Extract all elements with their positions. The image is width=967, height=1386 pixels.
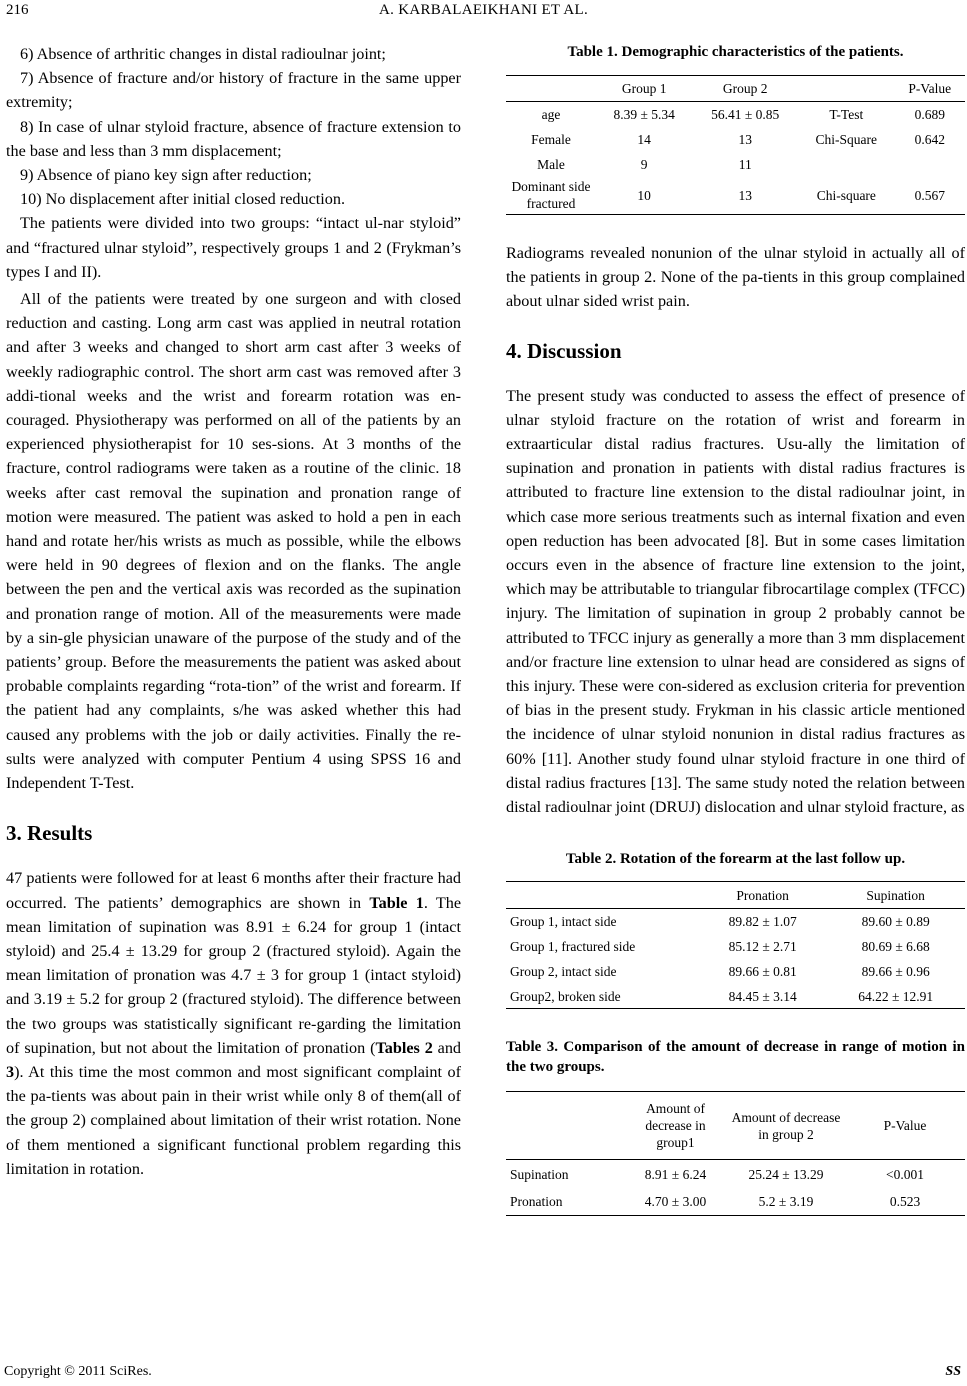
table1-demographics <box>506 75 965 215</box>
table2-cell: 80.69 ± 6.68 <box>861 938 930 954</box>
table1-cell: 0.567 <box>914 187 945 203</box>
table1-header-cell <box>798 76 894 102</box>
table-row <box>506 1188 965 1216</box>
table3-cell: 8.91 ± 6.24 <box>644 1166 707 1182</box>
table3-header-cell: P-Value <box>883 1118 927 1134</box>
table3-cell: Supination <box>510 1166 569 1182</box>
table2-cell: 64.22 ± 12.91 <box>858 988 934 1004</box>
table1-header-cell: Group 1 <box>621 81 667 96</box>
table2-cell: Group 1, intact side <box>510 914 617 930</box>
right-column <box>506 42 965 1216</box>
results-text-1: 47 patients were followed for at least 6 months after their fracture had occurred. The patients’ demographics are shown in <box>6 869 461 912</box>
table1-cell: Dominant side fractured <box>511 179 591 212</box>
table1-cell: age <box>541 106 561 122</box>
running-title: A. KARBALAEIKHANI ET AL. <box>379 2 588 18</box>
table1-cell: 10 <box>637 187 651 203</box>
paragraph-groups: The patients were divided into two groups: “intact ul-nar styloid” and “fractured ulnar styloid”, respectively groups 1 and 2 (Frykman’s types I and II). <box>6 214 461 281</box>
discussion-heading: 4. Discussion <box>506 338 622 363</box>
table-row <box>506 934 965 959</box>
table2-cell: 89.66 ± 0.81 <box>728 963 797 979</box>
table1-caption: Table 1. Demographic characteristics of the patients. <box>567 44 904 60</box>
table1-header-cell <box>506 76 596 102</box>
table3-header-cell <box>506 1092 624 1160</box>
table2-cell: 84.45 ± 3.14 <box>728 988 797 1004</box>
results-text-2: . The mean limitation of supination was 8.91 ± 6.24 for group 1 (intact styloid) and 25.4 ± 13.29 for group 2 (fractured styloid). Again the mean limitation of pronation was 4.7 ± 3 for group 1 (intact styloid) and 3.19 ± 5.2 for group 2 (fractured styloid). The difference between the two groups was statistically significant re-garding the limitation of supination, but not about the limitation of pronation ( <box>6 893 461 1057</box>
table2-caption: Table 2. Rotation of the forearm at the last follow up. <box>565 851 906 868</box>
table2-cell: Group 1, fractured side <box>510 938 636 954</box>
left-column <box>6 42 461 1181</box>
table2-cell: Group 2, intact side <box>510 963 617 979</box>
copyright-notice: Copyright © 2011 SciRes. <box>4 1364 152 1379</box>
table1-cell <box>798 152 894 177</box>
table-row <box>506 177 965 215</box>
table3-reference[interactable]: 3 <box>6 1062 15 1081</box>
table1-cell: 0.689 <box>914 106 945 122</box>
table1-cell: 13 <box>738 131 752 147</box>
table-row <box>506 1160 965 1188</box>
table2-header-cell: Supination <box>866 887 925 903</box>
table1-header-cell: Group 2 <box>722 81 768 96</box>
journal-abbreviation: SS <box>945 1364 961 1379</box>
table3-caption: Table 3. Comparison of the amount of decrease in range of motion in the two groups. <box>506 1039 965 1076</box>
criterion-7: 7) Absence of fracture and/or history of fracture in the same upper extremity; <box>6 69 461 112</box>
table2-rotation <box>506 881 965 1009</box>
table3-cell: <0.001 <box>886 1166 924 1182</box>
results-text-3: and <box>432 1038 462 1057</box>
table2-cell: 89.66 ± 0.96 <box>861 963 930 979</box>
table1-cell: 11 <box>738 156 752 172</box>
table1-cell: Chi-Square <box>815 131 878 147</box>
table3-header-cell: Amount of decrease in group1 <box>645 1101 706 1151</box>
table3-comparison <box>506 1091 965 1216</box>
table1-reference[interactable]: Table 1 <box>369 893 424 912</box>
results-text-4: ). At this time the most common and most significant complaint of the pa-tients was about pain in their wrist while only 8 of them(all of the group 2) complained about limitation of their wrist rotation. None of them mentioned a significant functional problem regarding this limitation in rotation. <box>6 1062 461 1178</box>
table1-cell: 9 <box>640 156 648 172</box>
table1-cell: 13 <box>738 187 752 203</box>
table3-cell: 0.523 <box>889 1194 921 1210</box>
table3-header-cell: Amount of decrease in group 2 <box>731 1109 841 1142</box>
table1-header-cell: P-Value <box>908 81 952 96</box>
table1-cell: Male <box>537 156 565 172</box>
table2-cell: 89.82 ± 1.07 <box>728 914 797 930</box>
results-heading: 3. Results <box>6 821 93 846</box>
radiograms-paragraph: Radiograms revealed nonunion of the ulnar styloid in actually all of the patients in group 2. None of the pa-tients in this group complained about ulnar sided wrist pain. <box>506 244 965 311</box>
table2-reference[interactable]: Tables 2 <box>375 1038 433 1057</box>
table2-header-cell: Pronation <box>736 887 789 903</box>
table2-cell: Group2, broken side <box>510 988 621 1004</box>
table1-cell <box>895 152 965 177</box>
table-row <box>506 152 965 177</box>
table-row <box>506 959 965 984</box>
discussion-paragraph: The present study was conducted to assess the effect of presence of ulnar styloid fracture on the rotation of wrist and forearm in extraarticular distal radius fractures. Usu-ally the limitation of supination and pronation in patients with distal radius fractures is attributed to fracture line extension to the distal radioulnar joint, in which case more serious treatments such as internal fixation and even open reduction has been advocated [8]. But in some cases limitation occurs even in the absence of fracture line extension to the joint, which may be attributable to triangular fibrocartilage complex (TFCC) injury. The limitation of supination in group 2 probably cannot be attributed to TFCC injury as generally a more than 3 mm displacement and/or fracture line extension to ulnar head are considered as signs of this injury. These were con-sidered as exclusion criteria for prevention of bias in the present study. Frykman in his classic article mentioned the incidence of ulnar styloid nonunion in distal radius fractures as 60% [11]. Another study found ulnar styloid fracture in one third of distal radius fractures [13]. The same study noted the relation between distal radioulnar joint (DRUJ) dislocation and ulnar styloid fracture, as <box>506 386 965 817</box>
table2-header-cell <box>506 882 699 909</box>
page-header <box>0 2 967 24</box>
table1-cell: Female <box>531 131 571 147</box>
table1-cell: 56.41 ± 0.85 <box>711 106 780 122</box>
table-row <box>506 984 965 1009</box>
results-paragraph <box>6 866 461 1181</box>
table2-cell: 89.60 ± 0.89 <box>861 914 930 930</box>
table3-cell: Pronation <box>510 1194 563 1210</box>
criterion-10: 10) No displacement after initial closed reduction. <box>20 190 345 209</box>
criterion-6: 6) Absence of arthritic changes in distal radioulnar joint; <box>20 45 386 63</box>
table2-cell: 85.12 ± 2.71 <box>728 938 797 954</box>
table3-cell: 4.70 ± 3.00 <box>644 1194 707 1210</box>
table1-cell: 14 <box>637 131 651 147</box>
table1-cell: 0.642 <box>914 131 945 147</box>
paragraph-treatment: All of the patients were treated by one surgeon and with closed reduction and casting. Long arm cast was applied in neutral rotation and after 3 weeks and changed to short arm cast after 3 weeks of weekly radiographic control. The short arm cast was removed after 3 addi-tional weeks and the wrist and forearm rotation was en-couraged. Physiotherapy was performed on all of the patients by an experienced physiotherapist for 10 ses-sions. At 3 months of the fracture, control radiograms were taken as a routine of the clinic. 18 weeks after cast removal the supination and pronation range of motion were measured. The patient was asked to hold a pen in each hand and rotate her/his wrists as much as possible, while the elbows were held in 90 degrees of flexion and on the flanks. The angle between the pen and the vertical axis was recorded as the supination and pronation range of motion. All of the measurements were made by a sin-gle physician unaware of the purpose of the study and of the patients’ group. Before the measurements the patient was asked about probable complaints regarding “rota-tion” of the wrist and forearm. If the patient had any complaints, s/he was asked whether this had caused any problems with the job or daily activities. Finally the re-sults were analyzed with computer Pentium 4 using SPSS 16 and Independent T-Test. <box>6 290 461 793</box>
table1-cell: 8.39 ± 5.34 <box>613 106 675 122</box>
table3-cell: 25.24 ± 13.29 <box>748 1166 824 1182</box>
table-row <box>506 127 965 152</box>
table-row <box>506 909 965 934</box>
table3-cell: 5.2 ± 3.19 <box>758 1194 814 1210</box>
table1-cell: Chi-square <box>816 187 876 203</box>
table-row <box>506 102 965 127</box>
criterion-9: 9) Absence of piano key sign after reduction; <box>20 166 312 185</box>
table1-cell: T-Test <box>829 106 864 122</box>
page-number: 216 <box>6 2 29 18</box>
criterion-8: 8) In case of ulnar styloid fracture, absence of fracture extension to the base and less than 3 mm displacement; <box>6 117 461 160</box>
